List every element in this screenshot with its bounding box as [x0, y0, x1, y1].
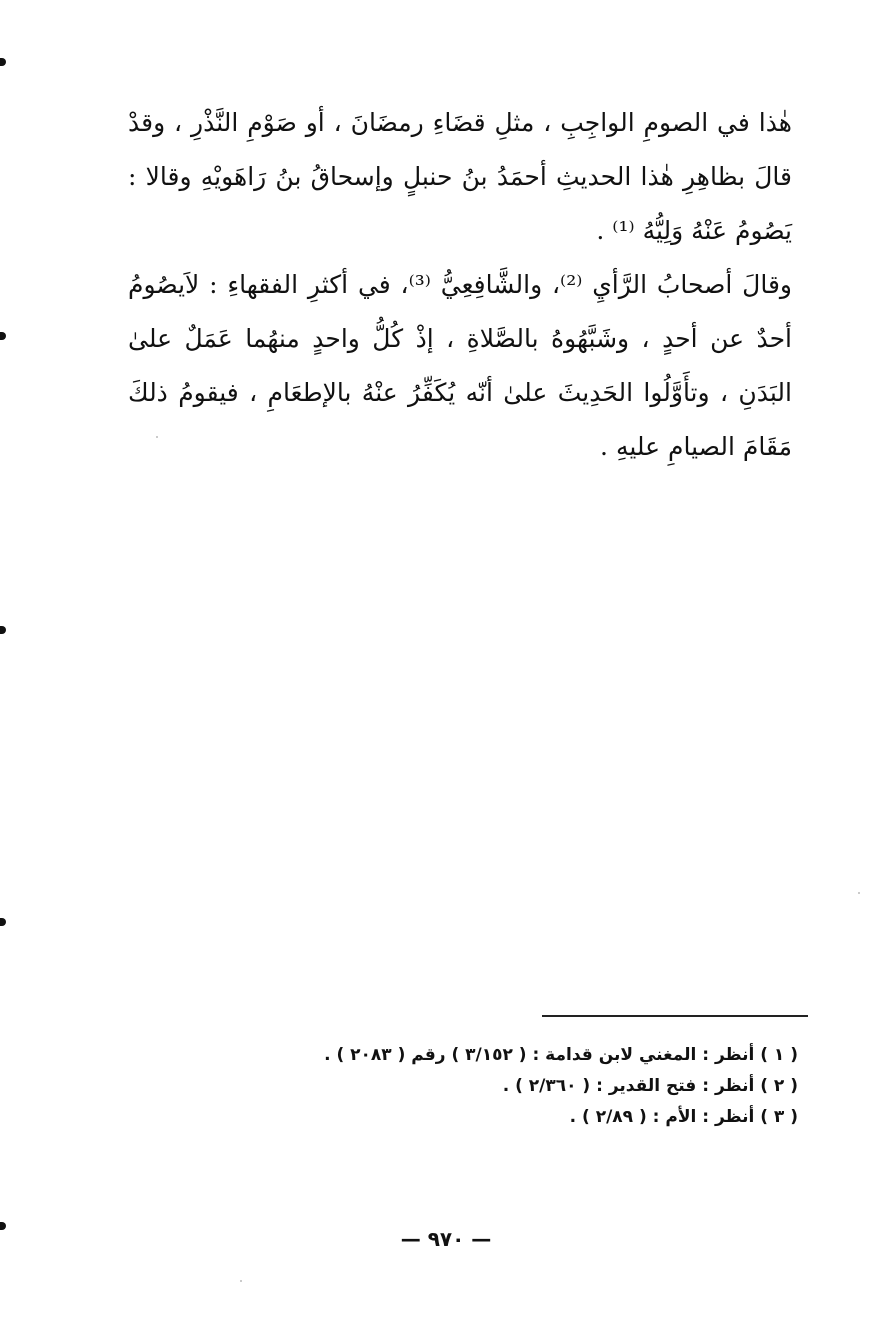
footnote-item: ( ١ ) أنظر : المغني لابن قدامة : ( ٣/١٥٢ ) رقم ( ٢٠٨٣ ) .	[324, 1045, 798, 1065]
footnote-item: ( ٢ ) أنظر : فتح القدير : ( ٢/٣٦٠ ) .	[502, 1076, 798, 1096]
scan-speck	[858, 892, 860, 894]
binding-mark	[0, 1222, 6, 1230]
main-paragraph	[128, 96, 792, 258]
scan-speck	[240, 1280, 242, 1282]
footnotes	[250, 1040, 798, 1133]
main-paragraph	[128, 258, 792, 474]
footnote-separator	[542, 1015, 808, 1017]
paragraph-text: وقالَ أصحابُ الرَّأيِ ⁽²⁾، والشَّافِعِيُّ ⁽³⁾، في أكثرِ الفقهاءِ : لاَيصُومُ أحدٌ عن أحدٍ ، وشَبَّهُوهُ بالصَّلاةِ ، إذْ كُلُّ واحدٍ منهُما عَمَلٌ علىٰ البَدَنِ ، وتأَوَّلُوا الحَدِيثَ علىٰ أنّه يُكَفِّرُ عنْهُ بالإطعَامِ ، فيقومُ ذلكَ مَقَامَ الصيامِ عليهِ .	[128, 270, 792, 461]
paragraph-text: هٰذا في الصومِ الواجِبِ ، مثلِ قضَاءِ رمضَانَ ، أو صَوْمِ النَّذْرِ ، وقدْ قالَ بظاهِرِ هٰذا الحديثِ أحمَدُ بنُ حنبلٍ وإسحاقُ بنُ رَاهَويْهِ وقالا : يَصُومُ عَنْهُ وَلِيُّهُ ⁽¹⁾ .	[128, 108, 792, 245]
footnote-item: ( ٣ ) أنظر : الأم : ( ٢/٨٩ ) .	[569, 1107, 798, 1127]
binding-mark	[0, 332, 6, 340]
page-number: — ٩٧٠ —	[400, 1227, 492, 1251]
binding-mark	[0, 58, 6, 66]
binding-mark	[0, 918, 6, 926]
binding-mark	[0, 626, 6, 634]
